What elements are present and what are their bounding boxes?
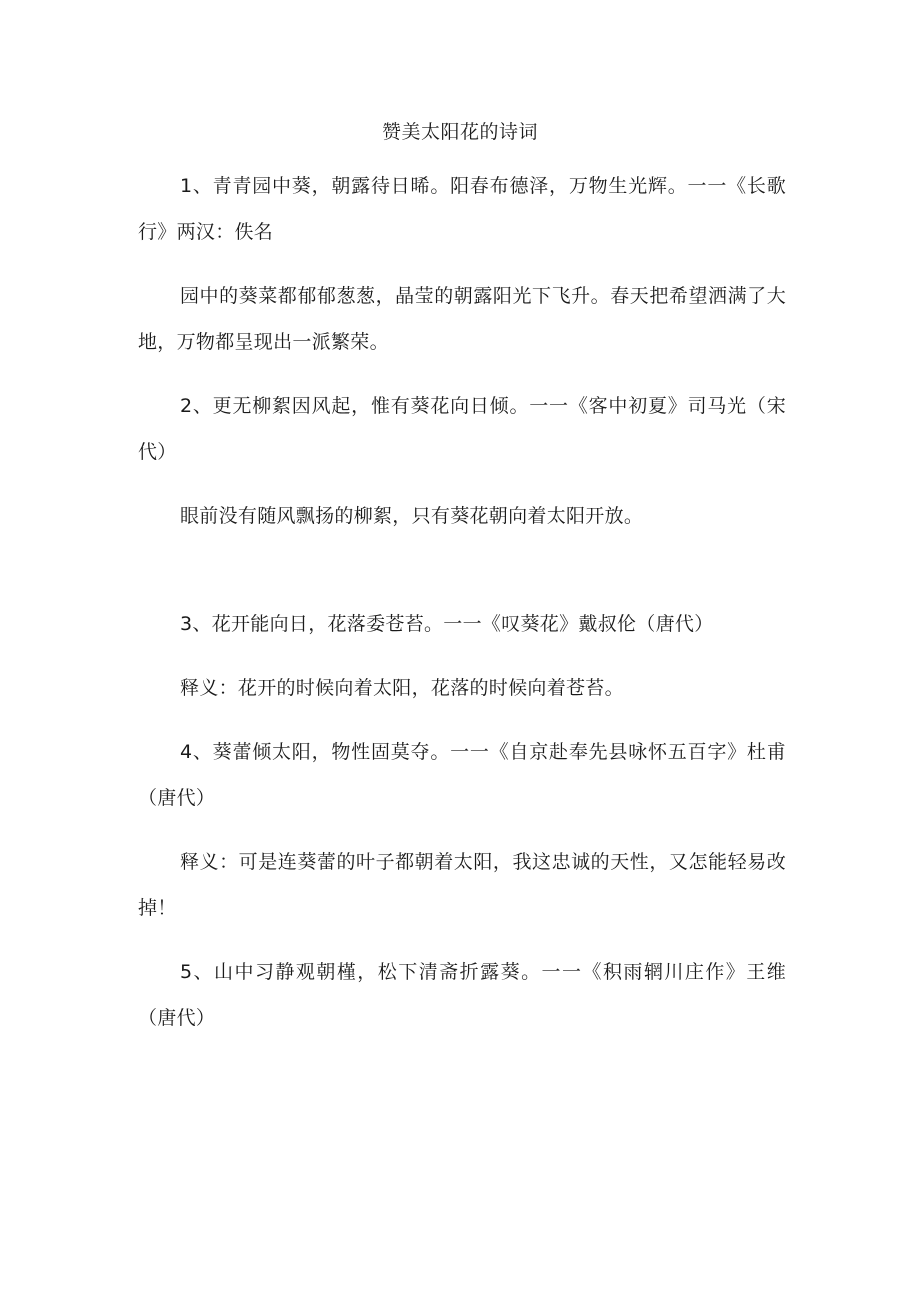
poem-4-translation: 释义：可是连葵蕾的叶子都朝着太阳，我这忠诚的天性，又怎能轻易改掉！ [138, 851, 786, 919]
document-body [138, 163, 786, 1059]
poem-3-line: 3、花开能向日，花落委苍苔。一一《叹葵花》戴叔伦（唐代） [180, 613, 714, 635]
poem-1-line: 1、青青园中葵，朝露待日晞。阳春布德泽，万物生光辉。一一《长歌行》两汉：佚名 [138, 175, 786, 243]
poem-5-line: 5、山中习静观朝槿，松下清斋折露葵。一一《积雨辋川庄作》王维（唐代） [138, 961, 786, 1029]
poem-2-translation: 眼前没有随风飘扬的柳絮，只有葵花朝向着太阳开放。 [180, 505, 644, 527]
poem-4-line: 4、葵蕾倾太阳，物性固莫夺。一一《自京赴奉先县咏怀五百字》杜甫（唐代） [138, 741, 786, 809]
poem-3-translation: 释义：花开的时候向着太阳，花落的时候向着苍苔。 [180, 677, 624, 699]
document-title: 赞美太阳花的诗词 [381, 121, 538, 143]
poem-2-line: 2、更无柳絮因风起，惟有葵花向日倾。一一《客中初夏》司马光（宋代） [138, 395, 786, 463]
poem-1-translation: 园中的葵菜都郁郁葱葱，晶莹的朝露阳光下飞升。春天把希望洒满了大地，万物都呈现出一派繁荣。 [138, 285, 786, 353]
blank-line [138, 557, 786, 601]
